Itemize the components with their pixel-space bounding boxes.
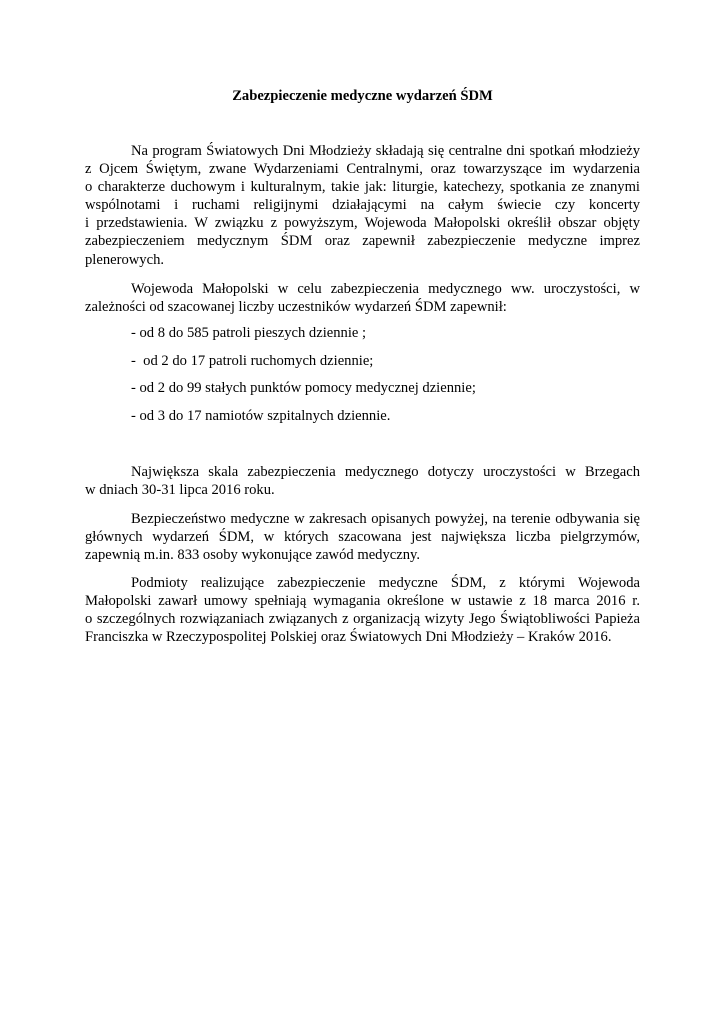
text-line: zależności od szacowanej liczby uczestników wydarzeń ŚDM zapewnił: [85,299,507,316]
text-line: Podmioty realizujące zabezpieczenie medyczne ŚDM, z którymi Wojewoda [131,575,640,591]
text-line: wspólnotami i ruchami religijnymi działającymi na całym świecie czy koncerty [85,197,640,214]
paragraph-voivode-provisions [85,280,640,316]
text-line: zapewnią m.in. 833 osoby wykonujące zawód medyczny. [85,547,421,564]
paragraph-program [85,142,640,269]
text-line: i przedstawienia. W związku z powyższym, Wojewoda Małopolski określił obszar objęty [85,215,640,232]
paragraph-medical-safety [85,510,640,564]
text-line: z Ojcem Świętym, zwane Wydarzeniami Centralnymi, oraz towarzyszące im wydarzenia [85,161,640,178]
text-line: Bezpieczeństwo medyczne w zakresach opisanych powyżej, na terenie odbywania się [131,511,640,527]
document-title: Zabezpieczenie medyczne wydarzeń ŚDM [232,88,493,104]
list-item-field-hospitals: - od 3 do 17 namiotów szpitalnych dziennie. [131,408,391,424]
text-line: o charakterze duchowym i kulturalnym, takie jak: liturgie, katechezy, spotkania ze znanymi [85,179,640,196]
text-line: o szczególnych rozwiązaniach związanych z organizacją wizyty Jego Świątobliwości Papieża [85,611,640,628]
text-line: głównych wydarzeń ŚDM, w których szacowana jest największa liczba pielgrzymów, [85,529,640,546]
text-line: plenerowych. [85,251,165,268]
document-page [85,0,640,1024]
list-item-mobile-patrols: - od 2 do 17 patroli ruchomych dziennie; [131,353,374,369]
text-line: Franciszka w Rzeczypospolitej Polskiej oraz Światowych Dni Młodzieży – Kraków 2016. [85,629,612,646]
list-item-foot-patrols: - od 8 do 585 patroli pieszych dziennie ; [131,325,367,341]
paragraph-largest-scale [85,463,640,499]
text-line: Na program Światowych Dni Młodzieży składają się centralne dni spotkań młodzieży [131,143,640,159]
text-line: Wojewoda Małopolski w celu zabezpieczenia medycznego ww. uroczystości, w [131,281,640,297]
paragraph-contractors [85,574,640,646]
list-item-medical-points: - od 2 do 99 stałych punktów pomocy medycznej dziennie; [131,380,476,396]
text-line: zabezpieczeniem medycznym ŚDM oraz zapewnił zabezpieczenie medyczne imprez [85,233,640,250]
text-line: w dniach 30-31 lipca 2016 roku. [85,482,275,499]
text-line: Małopolski zawarł umowy spełniają wymagania określone w ustawie z 18 marca 2016 r. [85,593,640,610]
text-line: Największa skala zabezpieczenia medycznego dotyczy uroczystości w Brzegach [131,464,640,480]
